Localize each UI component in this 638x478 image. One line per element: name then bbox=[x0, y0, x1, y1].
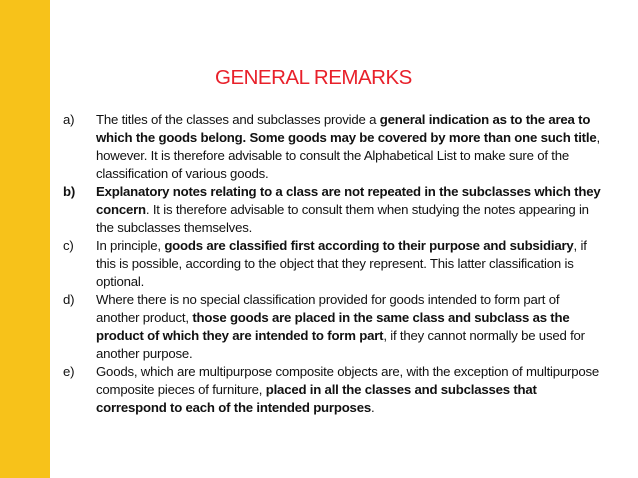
list-item-c bbox=[63, 237, 603, 291]
item-text: Where there is no special classification provided for goods intended to form part of another product, those goods are placed in the same class and subclass as the product of which they are intended to form part, if they cannot normally be used for another purpose. bbox=[96, 292, 585, 361]
page-title: GENERAL REMARKS bbox=[215, 66, 412, 89]
emphasis-text: placed in all the classes and subclasses that correspond to each of the intended purposes bbox=[96, 382, 537, 415]
emphasis-text: those goods are placed in the same class and subclass as the product of which they are intended to form part bbox=[96, 310, 570, 343]
item-text: The titles of the classes and subclasses provide a general indication as to the area to which the goods belong. Some goods may be covered by more than one such title, however. It is therefore advisable to consult the Alphabetical List to make sure of the classification of various goods. bbox=[96, 112, 600, 181]
list-item-b bbox=[63, 183, 603, 237]
list-marker: c) bbox=[63, 238, 74, 253]
item-text: Goods, which are multipurpose composite objects are, with the exception of multipurpose composite pieces of furniture, placed in all the classes and subclasses that correspond to each of the intended purposes. bbox=[96, 364, 600, 415]
accent-bar bbox=[0, 0, 50, 478]
emphasis-text: goods are classified first according to their purpose and subsidiary bbox=[164, 238, 574, 253]
list-marker: a) bbox=[63, 112, 75, 127]
item-text: In principle, goods are classified first according to their purpose and subsidiary, if this is possible, according to the object that they represent. This latter classification is optional. bbox=[96, 238, 587, 289]
list-item-e bbox=[63, 363, 603, 417]
remarks-list bbox=[63, 111, 603, 417]
emphasis-text: general indication as to the area to which the goods belong. Some goods may be covered by more than one such title bbox=[96, 112, 597, 145]
item-text: Explanatory notes relating to a class are not repeated in the subclasses which they concern. It is therefore advisable to consult them when studying the notes appearing in the subclasses themselves. bbox=[96, 184, 601, 235]
list-item-a bbox=[63, 111, 603, 183]
list-marker: b) bbox=[63, 184, 76, 199]
list-marker: d) bbox=[63, 292, 75, 307]
emphasis-text: Explanatory notes relating to a class are not repeated in the subclasses which they concern bbox=[96, 184, 601, 217]
list-marker: e) bbox=[63, 364, 75, 379]
list-item-d bbox=[63, 291, 603, 363]
